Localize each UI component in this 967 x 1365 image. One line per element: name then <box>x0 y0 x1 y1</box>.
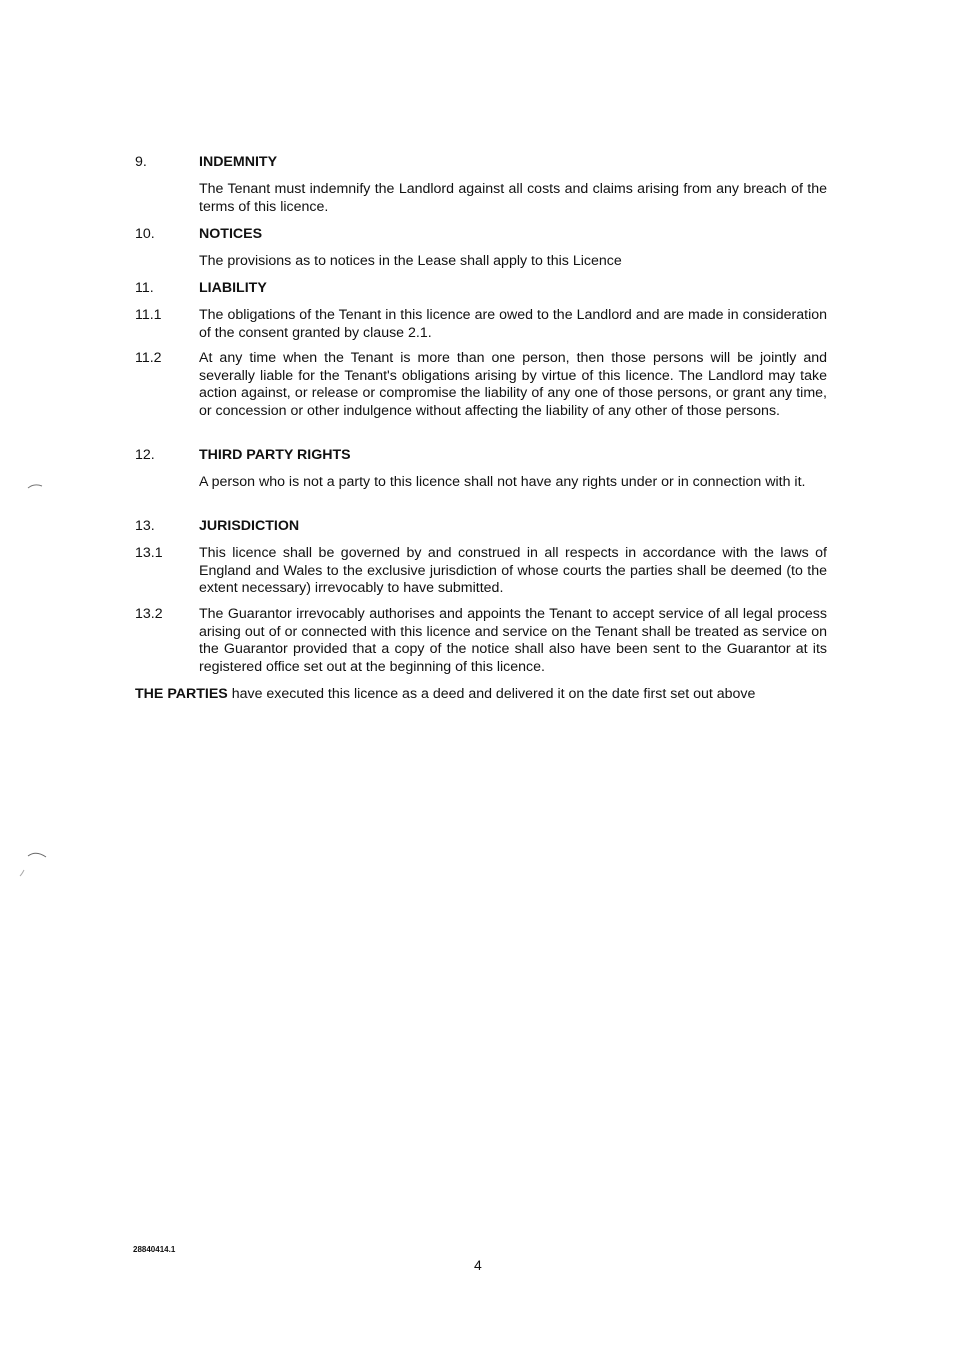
clause-11-1 <box>135 307 827 342</box>
execution-text: have executed this licence as a deed and delivered it on the date first set out above <box>227 686 756 702</box>
clause-number: 12. <box>135 447 155 463</box>
clause-13-heading-row <box>135 518 827 536</box>
clause-11-heading-row <box>135 280 827 298</box>
subclause-number: 13.2 <box>135 606 163 622</box>
clause-text: The Tenant must indemnify the Landlord against all costs and claims arising from any breach of the terms of this licence. <box>199 181 827 215</box>
clause-heading: NOTICES <box>199 226 263 242</box>
clause-number: 11. <box>135 280 154 296</box>
clause-11-2 <box>135 350 827 420</box>
subclause-number: 13.1 <box>135 545 163 561</box>
clause-9-heading-row <box>135 154 827 172</box>
subclause-text: The obligations of the Tenant in this licence are owed to the Landlord and are made in consideration of the consent granted by clause 2.1. <box>199 307 827 341</box>
clause-9-body <box>135 181 827 216</box>
clause-heading: LIABILITY <box>199 280 267 296</box>
subclause-number: 11.2 <box>135 350 162 366</box>
clause-10-body <box>135 253 827 271</box>
clause-number: 13. <box>135 518 155 534</box>
clause-12-heading-row <box>135 447 827 465</box>
clause-number: 10. <box>135 226 155 242</box>
subclause-number: 11.1 <box>135 307 162 323</box>
clause-13-2 <box>135 606 827 676</box>
clause-heading: JURISDICTION <box>199 518 300 534</box>
execution-lead: THE PARTIES <box>135 686 228 702</box>
clause-10-heading-row <box>135 226 827 244</box>
clause-heading: THIRD PARTY RIGHTS <box>199 447 351 463</box>
scan-mark <box>14 846 50 880</box>
page-number: 4 <box>474 1257 482 1273</box>
clause-text: The provisions as to notices in the Lease shall apply to this Licence <box>199 253 622 269</box>
document-reference: 28840414.1 <box>133 1245 176 1254</box>
clause-12-body <box>135 474 827 492</box>
clause-number: 9. <box>135 154 147 170</box>
subclause-text: At any time when the Tenant is more than one person, then those persons will be jointly and severally liable for the Tenant's obligations arising by virtue of this licence. The Landlord may take action against, or release or compromise the liability of any one of those persons, or grant any time, or concession or other indulgence without affecting the liability of any other of those persons. <box>199 350 827 419</box>
clause-13-1 <box>135 545 827 598</box>
subclause-text: This licence shall be governed by and construed in all respects in accordance with the laws of England and Wales to the exclusive jurisdiction of whose courts the parties shall be deemed (to the extent necessary) irrevocably to have submitted. <box>199 545 827 597</box>
clause-heading: INDEMNITY <box>199 154 278 170</box>
subclause-text: The Guarantor irrevocably authorises and appoints the Tenant to accept service of all legal process arising out of or connected with this licence and service on the Tenant shall be treated as service on the Guarantor provided that a copy of the notice shall also have been sent to the Guarantor at its registered office set out at the beginning of this licence. <box>199 606 827 675</box>
scan-mark <box>26 480 46 492</box>
execution-statement <box>135 686 835 704</box>
clause-text: A person who is not a party to this licence shall not have any rights under or in connection with it. <box>199 474 806 490</box>
